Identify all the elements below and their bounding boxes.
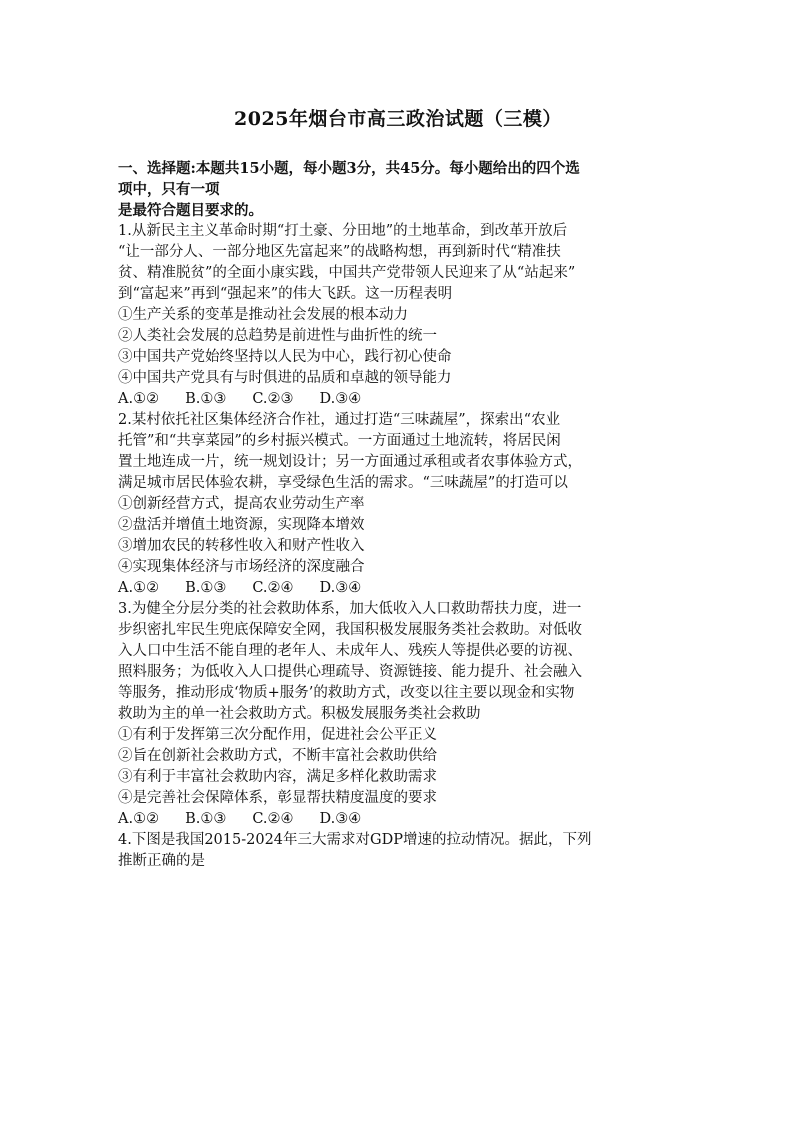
option-a: A.①② bbox=[118, 580, 160, 596]
statement: ②人类社会发展的总趋势是前进性与曲折性的统一 bbox=[118, 328, 437, 344]
option-b: B.①③ bbox=[185, 811, 227, 827]
document-body bbox=[118, 158, 678, 872]
option-d: D.③④ bbox=[319, 391, 362, 407]
option-a: A.①② bbox=[118, 391, 160, 407]
section-header-line: 项中，只有一项 bbox=[118, 181, 220, 198]
option-b: B.①③ bbox=[185, 580, 227, 596]
statement: ④是完善社会保障体系，彰显帮扶精度温度的要求 bbox=[118, 790, 437, 806]
statement: ②旨在创新社会救助方式，不断丰富社会救助供给 bbox=[118, 748, 437, 764]
statement: ①生产关系的变革是推动社会发展的根本动力 bbox=[118, 307, 408, 323]
option-c: C.②③ bbox=[252, 391, 294, 407]
question-stem-line: 入人口中生活不能自理的老年人、未成年人、残疾人等提供必要的访视、 bbox=[118, 643, 582, 659]
question-4 bbox=[118, 830, 678, 872]
answer-options bbox=[118, 809, 678, 830]
statement: ①创新经营方式，提高农业劳动生产率 bbox=[118, 496, 365, 512]
document-title: 2025年烟台市高三政治试题（三模） bbox=[234, 108, 562, 130]
statement: ①有利于发挥第三次分配作用，促进社会公平正义 bbox=[118, 727, 437, 743]
question-stem-line: 贫、精准脱贫”的全面小康实践，中国共产党带领人民迎来了从“站起来” bbox=[118, 265, 576, 281]
question-1 bbox=[118, 221, 678, 410]
option-c: C.②④ bbox=[252, 811, 294, 827]
option-c: C.②④ bbox=[252, 580, 294, 596]
section-header-line: 一、选择题:本题共15小题，每小题3分，共45分。每小题给出的四个选 bbox=[118, 160, 580, 177]
question-stem-line: 1.从新民主主义革命时期“打土豪、分田地”的土地革命，到改革开放后 bbox=[118, 223, 568, 239]
question-stem-line: 照料服务；为低收入人口提供心理疏导、资源链接、能力提升、社会融入 bbox=[118, 664, 582, 680]
question-stem-line: 4.下图是我国2015-2024年三大需求对GDP增速的拉动情况。据此，下列 bbox=[118, 832, 592, 848]
question-stem-line: 托管”和“共享菜园”的乡村振兴模式。一方面通过土地流转，将居民闲 bbox=[118, 433, 561, 449]
statement: ②盘活并增值土地资源，实现降本增效 bbox=[118, 517, 365, 533]
option-d: D.③④ bbox=[319, 811, 362, 827]
question-stem-line: 推断正确的是 bbox=[118, 853, 205, 869]
question-stem-line: 3.为健全分层分类的社会救助体系，加大低收入人口救助帮扶力度，进一 bbox=[118, 601, 582, 617]
option-b: B.①③ bbox=[185, 391, 227, 407]
question-stem-line: 置土地连成一片，统一规划设计；另一方面通过承租或者农事体验方式， bbox=[118, 454, 582, 470]
question-2 bbox=[118, 410, 678, 599]
answer-options bbox=[118, 389, 678, 410]
question-stem-line: 救助为主的单一社会救助方式。积极发展服务类社会救助 bbox=[118, 706, 481, 722]
question-stem-line: 到“富起来”再到“强起来”的伟大飞跃。这一历程表明 bbox=[118, 286, 453, 302]
question-stem-line: 步织密扎牢民生兜底保障安全网，我国积极发展服务类社会救助。对低收 bbox=[118, 622, 582, 638]
question-stem-line: 等服务，推动形成‘物质+服务’的救助方式，改变以往主要以现金和实物 bbox=[118, 685, 575, 701]
question-stem-line: 2.某村依托社区集体经济合作社，通过打造“三味蔬屋”，探索出“农业 bbox=[118, 412, 561, 428]
statement: ③有利于丰富社会救助内容，满足多样化救助需求 bbox=[118, 769, 437, 785]
statement: ③中国共产党始终坚持以人民为中心，践行初心使命 bbox=[118, 349, 452, 365]
question-stem-line: “让一部分人、一部分地区先富起来”的战略构想，再到新时代“精准扶 bbox=[118, 244, 561, 260]
statement: ③增加农民的转移性收入和财产性收入 bbox=[118, 538, 365, 554]
option-d: D.③④ bbox=[319, 580, 362, 596]
answer-options bbox=[118, 578, 678, 599]
question-stem-line: 满足城市居民体验农耕，享受绿色生活的需求。“三味蔬屋”的打造可以 bbox=[118, 475, 568, 491]
statement: ④实现集体经济与市场经济的深度融合 bbox=[118, 559, 365, 575]
question-3 bbox=[118, 599, 678, 830]
statement: ④中国共产党具有与时俱进的品质和卓越的领导能力 bbox=[118, 370, 452, 386]
option-a: A.①② bbox=[118, 811, 160, 827]
section-header-line: 是最符合题目要求的。 bbox=[118, 202, 263, 219]
